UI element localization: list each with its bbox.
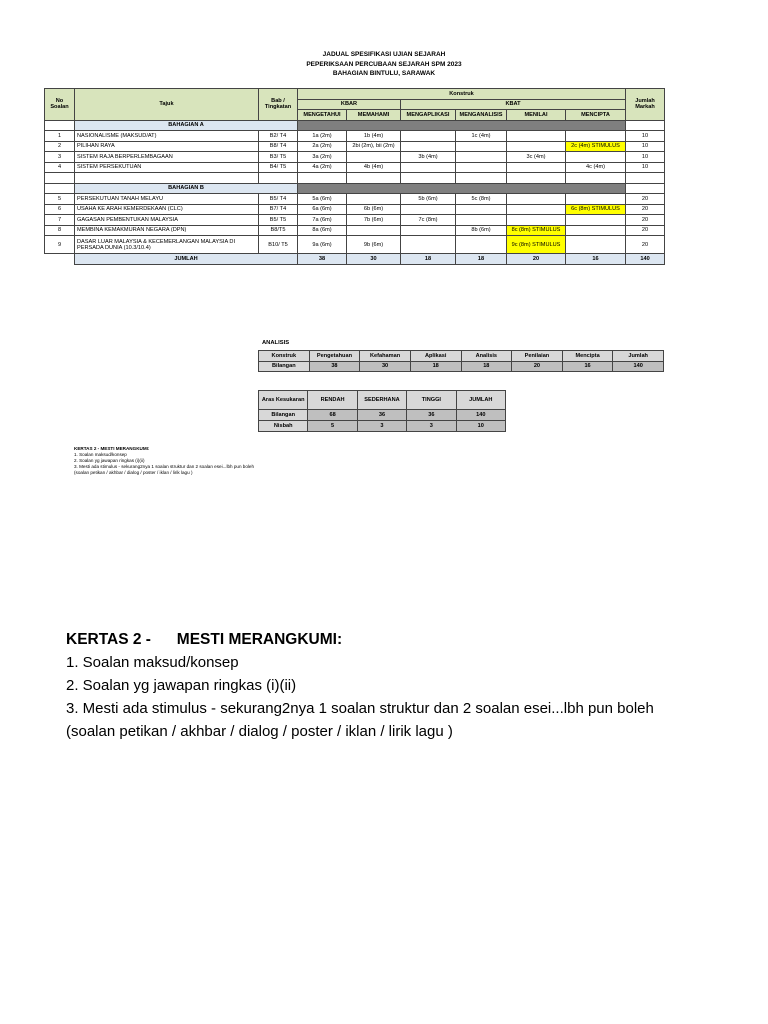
total-k3: 18 bbox=[401, 254, 456, 265]
header-konstruk: Konstruk bbox=[298, 89, 626, 100]
cell-memahami bbox=[347, 152, 401, 163]
cell-mengaplikasi: 5b (6m) bbox=[401, 194, 456, 205]
header-col-memahami: MEMAHAMI bbox=[347, 110, 401, 121]
question-topic: NASIONALISME (MAKSUD/AT) bbox=[75, 131, 259, 142]
cell-mencipta: 2c (4m) STIMULUS bbox=[566, 141, 626, 152]
small-notes bbox=[74, 446, 254, 476]
analysis-cell: Kefahaman bbox=[360, 351, 411, 362]
question-number: 8 bbox=[45, 225, 75, 236]
analysis-cell: 30 bbox=[360, 361, 411, 372]
big-note-item: (soalan petikan / akhbar / dialog / poster / iklan / lirik lagu ) bbox=[66, 723, 453, 740]
big-notes-heading: KERTAS 2 - MESTI MERANGKUMI: bbox=[66, 631, 343, 648]
analysis-cell: 16 bbox=[562, 361, 613, 372]
header-col-menilai: MENILAI bbox=[507, 110, 566, 121]
header-kbat: KBAT bbox=[401, 99, 626, 110]
cell-memahami bbox=[347, 194, 401, 205]
analysis-cell: 140 bbox=[613, 361, 664, 372]
question-total: 10 bbox=[626, 141, 665, 152]
table-row bbox=[45, 131, 665, 142]
cell-mengetahui: 6a (6m) bbox=[298, 204, 347, 215]
cell-menganalisis bbox=[456, 215, 507, 226]
question-total: 10 bbox=[626, 131, 665, 142]
total-row bbox=[45, 254, 665, 265]
cell-memahami: 6b (6m) bbox=[347, 204, 401, 215]
level-cell: 36 bbox=[357, 410, 406, 421]
small-notes-heading: KERTAS 2 - MESTI MERANGKUMI: bbox=[74, 446, 150, 451]
level-nisbah-row bbox=[259, 421, 506, 432]
cell-mengaplikasi bbox=[401, 204, 456, 215]
cell-mengetahui: 3a (2m) bbox=[298, 152, 347, 163]
cell-menganalisis bbox=[456, 141, 507, 152]
table-row bbox=[45, 236, 665, 254]
section-a-label: BAHAGIAN A bbox=[75, 120, 298, 131]
cell-mengaplikasi bbox=[401, 236, 456, 254]
header-col-mengetahui: MENGETAHUI bbox=[298, 110, 347, 121]
table-row bbox=[45, 162, 665, 173]
question-number: 1 bbox=[45, 131, 75, 142]
level-cell: TINGGI bbox=[407, 391, 456, 410]
header-col-menganalisis: MENGANALISIS bbox=[456, 110, 507, 121]
header-no-soalan: No Soalan bbox=[45, 89, 75, 121]
cell-mencipta bbox=[566, 215, 626, 226]
cell-memahami: 9b (6m) bbox=[347, 236, 401, 254]
cell-mengaplikasi bbox=[401, 131, 456, 142]
analysis-cell: Pengetahuan bbox=[309, 351, 360, 362]
cell-menilai bbox=[507, 141, 566, 152]
level-header-row bbox=[259, 391, 506, 410]
cell-mengetahui: 2a (2m) bbox=[298, 141, 347, 152]
level-cell: JUMLAH bbox=[456, 391, 505, 410]
question-chapter: B3/ T5 bbox=[259, 152, 298, 163]
cell-menganalisis bbox=[456, 236, 507, 254]
question-number: 3 bbox=[45, 152, 75, 163]
cell-memahami: 4b (4m) bbox=[347, 162, 401, 173]
cell-menilai bbox=[507, 215, 566, 226]
level-cell: Aras Kesukaran bbox=[259, 391, 308, 410]
cell-mengetahui: 7a (6m) bbox=[298, 215, 347, 226]
question-topic: USAHA KE ARAH KEMERDEKAAN (CLC) bbox=[75, 204, 259, 215]
cell-mengaplikasi: 3b (4m) bbox=[401, 152, 456, 163]
cell-menilai bbox=[507, 162, 566, 173]
cell-mengaplikasi bbox=[401, 162, 456, 173]
question-topic: DASAR LUAR MALAYSIA & KECEMERLANGAN MALAYSIA DI PERSADA DUNIA (10.3/10.4) bbox=[75, 236, 259, 254]
level-cell: 3 bbox=[407, 421, 456, 432]
question-number: 4 bbox=[45, 162, 75, 173]
question-total: 10 bbox=[626, 162, 665, 173]
small-note-item: 2. Soalan yg jawapan ringkas (i)(ii) bbox=[74, 458, 145, 463]
section-a-body bbox=[45, 131, 665, 173]
cell-memahami: 7b (6m) bbox=[347, 215, 401, 226]
cell-mencipta bbox=[566, 225, 626, 236]
table-row bbox=[45, 194, 665, 205]
level-cell: 3 bbox=[357, 421, 406, 432]
cell-mengaplikasi bbox=[401, 225, 456, 236]
analysis-title: ANALISIS bbox=[262, 340, 290, 346]
cell-menilai: 8c (8m) STIMULUS bbox=[507, 225, 566, 236]
question-total: 10 bbox=[626, 152, 665, 163]
total-k4: 18 bbox=[456, 254, 507, 265]
cell-mencipta bbox=[566, 131, 626, 142]
cell-menilai: 3c (4m) bbox=[507, 152, 566, 163]
cell-mencipta: 6c (8m) STIMULUS bbox=[566, 204, 626, 215]
cell-menganalisis bbox=[456, 204, 507, 215]
cell-menganalisis bbox=[456, 152, 507, 163]
cell-menilai bbox=[507, 204, 566, 215]
table-row bbox=[45, 215, 665, 226]
title-line-3: BAHAGIAN BINTULU, SARAWAK bbox=[332, 70, 436, 77]
analysis-cell: Mencipta bbox=[562, 351, 613, 362]
big-note-item: 1. Soalan maksud/konsep bbox=[66, 654, 239, 671]
question-chapter: B10/ T5 bbox=[259, 236, 298, 254]
level-cell: 68 bbox=[308, 410, 357, 421]
cell-mengetahui: 8a (6m) bbox=[298, 225, 347, 236]
table-row bbox=[45, 152, 665, 163]
cell-menilai: 9c (8m) STIMULUS bbox=[507, 236, 566, 254]
cell-mencipta bbox=[566, 152, 626, 163]
question-total: 20 bbox=[626, 215, 665, 226]
cell-memahami: 2bi (2m), bii (2m) bbox=[347, 141, 401, 152]
total-k5: 20 bbox=[507, 254, 566, 265]
question-chapter: B7/ T4 bbox=[259, 204, 298, 215]
total-k2: 30 bbox=[347, 254, 401, 265]
spacer-row bbox=[45, 173, 665, 184]
analysis-cell: Penilaian bbox=[512, 351, 563, 362]
cell-memahami: 1b (4m) bbox=[347, 131, 401, 142]
analysis-cell: 38 bbox=[309, 361, 360, 372]
section-b-label: BAHAGIAN B bbox=[75, 183, 298, 194]
cell-mengetahui: 4a (2m) bbox=[298, 162, 347, 173]
analysis-bilangan-row bbox=[259, 361, 664, 372]
total-jumlah: 140 bbox=[626, 254, 665, 265]
table-row bbox=[45, 225, 665, 236]
small-note-item: 1. Soalan maksud/konsep bbox=[74, 452, 127, 457]
total-label: JUMLAH bbox=[75, 254, 298, 265]
level-cell: 10 bbox=[456, 421, 505, 432]
header-tajuk: Tajuk bbox=[75, 89, 259, 121]
document-title-block bbox=[0, 50, 768, 79]
analysis-cell: Analisis bbox=[461, 351, 512, 362]
cell-menganalisis: 5c (8m) bbox=[456, 194, 507, 205]
level-cell: Bilangan bbox=[259, 410, 308, 421]
question-chapter: B8/ T4 bbox=[259, 141, 298, 152]
question-total: 20 bbox=[626, 194, 665, 205]
header-kbar: KBAR bbox=[298, 99, 401, 110]
cell-memahami bbox=[347, 225, 401, 236]
question-chapter: B5/ T4 bbox=[259, 194, 298, 205]
title-line-1: JADUAL SPESIFIKASI UJIAN SEJARAH bbox=[322, 51, 446, 58]
question-total: 20 bbox=[626, 236, 665, 254]
cell-mengetahui: 1a (2m) bbox=[298, 131, 347, 142]
table-row bbox=[45, 141, 665, 152]
question-total: 20 bbox=[626, 225, 665, 236]
section-a-row bbox=[45, 120, 665, 131]
header-bab: Bab / Tingkatan bbox=[259, 89, 298, 121]
question-chapter: B2/ T4 bbox=[259, 131, 298, 142]
cell-mengetahui: 5a (6m) bbox=[298, 194, 347, 205]
analysis-cell: Aplikasi bbox=[410, 351, 461, 362]
level-cell: Nisbah bbox=[259, 421, 308, 432]
cell-menilai bbox=[507, 131, 566, 142]
level-bilangan-row bbox=[259, 410, 506, 421]
difficulty-level-table bbox=[258, 390, 506, 432]
cell-mengaplikasi: 7c (8m) bbox=[401, 215, 456, 226]
question-chapter: B8/T5 bbox=[259, 225, 298, 236]
level-cell: SEDERHANA bbox=[357, 391, 406, 410]
header-jumlah-markah: Jumlah Markah bbox=[626, 89, 665, 121]
analysis-cell: 18 bbox=[461, 361, 512, 372]
section-b-body bbox=[45, 194, 665, 254]
cell-menilai bbox=[507, 194, 566, 205]
cell-mengaplikasi bbox=[401, 141, 456, 152]
cell-mencipta: 4c (4m) bbox=[566, 162, 626, 173]
title-line-2: PEPERIKSAAN PERCUBAAN SEJARAH SPM 2023 bbox=[306, 60, 462, 68]
analysis-cell: 18 bbox=[410, 361, 461, 372]
cell-menganalisis: 8b (6m) bbox=[456, 225, 507, 236]
small-note-item: (soalan petikan / akhbar / dialog / poster / iklan / lirik lagu ) bbox=[74, 470, 193, 475]
small-note-item: 3. Mesti ada stimulus - sekurang2nya 1 soalan struktur dan 2 soalan esei...lbh pun boleh bbox=[74, 464, 255, 469]
total-k1: 38 bbox=[298, 254, 347, 265]
header-col-mencipta: MENCIPTA bbox=[566, 110, 626, 121]
question-total: 20 bbox=[626, 204, 665, 215]
section-b-row bbox=[45, 183, 665, 194]
big-note-item: 3. Mesti ada stimulus - sekurang2nya 1 soalan struktur dan 2 soalan esei...lbh pun boleh bbox=[66, 700, 654, 717]
analysis-konstruk-row bbox=[259, 351, 664, 362]
question-chapter: B4/ T5 bbox=[259, 162, 298, 173]
analysis-table bbox=[258, 350, 664, 372]
analysis-cell: Bilangan bbox=[259, 361, 310, 372]
level-cell: 140 bbox=[456, 410, 505, 421]
cell-mencipta bbox=[566, 194, 626, 205]
question-number: 5 bbox=[45, 194, 75, 205]
question-number: 2 bbox=[45, 141, 75, 152]
analysis-cell: Jumlah bbox=[613, 351, 664, 362]
table-row bbox=[45, 204, 665, 215]
question-topic: SISTEM PERSEKUTUAN bbox=[75, 162, 259, 173]
big-notes bbox=[66, 628, 654, 743]
header-col-mengaplikasi: MENGAPLIKASI bbox=[401, 110, 456, 121]
total-k6: 16 bbox=[566, 254, 626, 265]
level-cell: 5 bbox=[308, 421, 357, 432]
question-topic: PILIHAN RAYA bbox=[75, 141, 259, 152]
analysis-cell: Konstruk bbox=[259, 351, 310, 362]
question-topic: PERSEKUTUAN TANAH MELAYU bbox=[75, 194, 259, 205]
question-topic: MEMBINA KEMAKMURAN NEGARA (DPN) bbox=[75, 225, 259, 236]
cell-mengetahui: 9a (6m) bbox=[298, 236, 347, 254]
question-number: 7 bbox=[45, 215, 75, 226]
level-cell: 36 bbox=[407, 410, 456, 421]
specification-table bbox=[44, 88, 665, 265]
question-number: 9 bbox=[45, 236, 75, 254]
analysis-cell: 20 bbox=[512, 361, 563, 372]
question-number: 6 bbox=[45, 204, 75, 215]
question-topic: GAGASAN PEMBENTUKAN MALAYSIA bbox=[75, 215, 259, 226]
level-cell: RENDAH bbox=[308, 391, 357, 410]
cell-mencipta bbox=[566, 236, 626, 254]
cell-menganalisis: 1c (4m) bbox=[456, 131, 507, 142]
question-topic: SISTEM RAJA BERPERLEMBAGAAN bbox=[75, 152, 259, 163]
big-note-item: 2. Soalan yg jawapan ringkas (i)(ii) bbox=[66, 677, 297, 694]
cell-menganalisis bbox=[456, 162, 507, 173]
question-chapter: B5/ T5 bbox=[259, 215, 298, 226]
